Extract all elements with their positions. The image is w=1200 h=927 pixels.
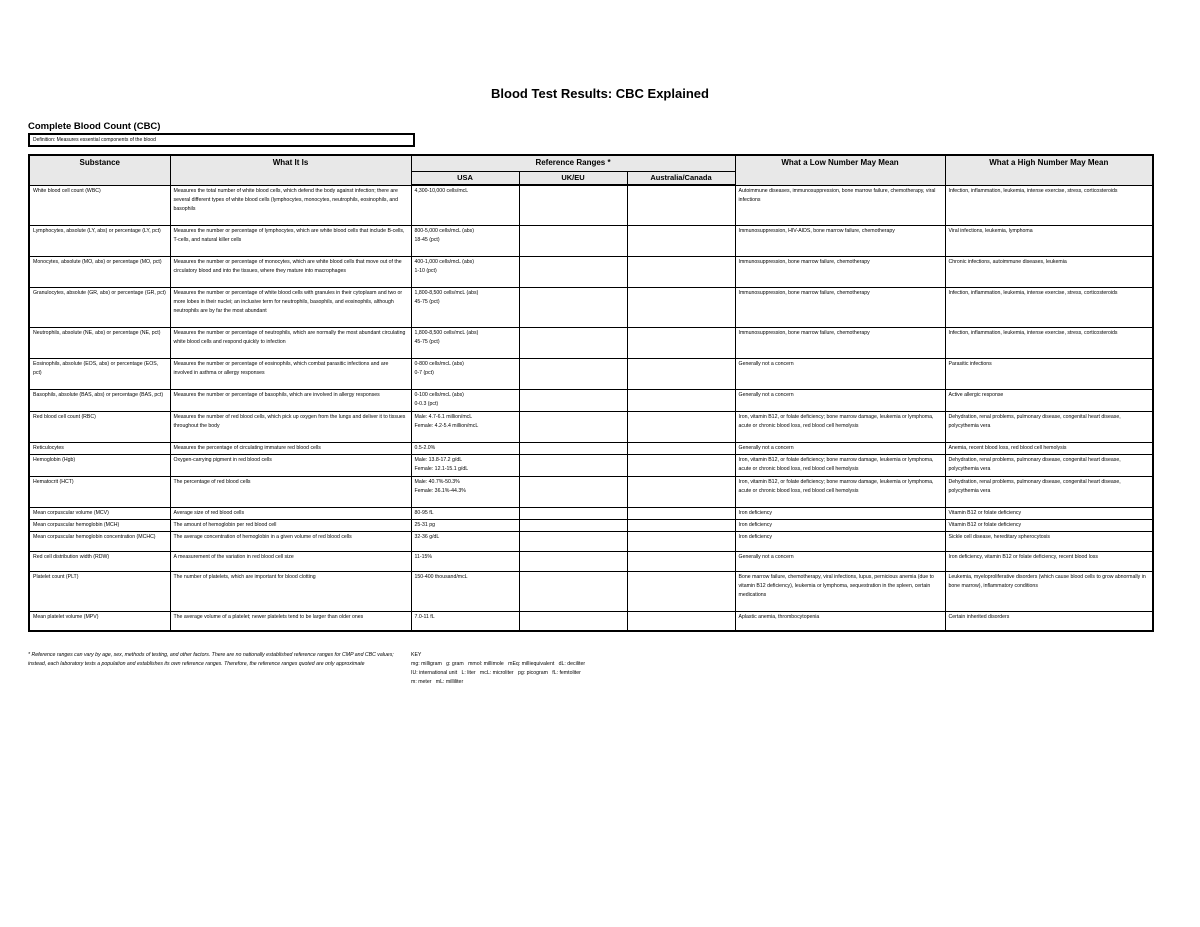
page-title: Blood Test Results: CBC Explained	[491, 86, 709, 101]
cell-low-meaning: Generally not a concern	[735, 551, 945, 571]
table-row	[29, 327, 1153, 358]
cell-australia-canada-range	[627, 287, 735, 327]
cell-low-meaning: Aplastic anemia, thrombocytopenia	[735, 611, 945, 631]
cell-uk-eu-range	[519, 256, 627, 287]
cell-substance: Hematocrit (HCT)	[29, 476, 170, 507]
key-title: KEY	[411, 652, 422, 658]
cell-what-it-is: Measures the total number of white blood cells, which defend the body against infection; there are several different types of white blood cells (lymphocytes, monocytes, neutrophils, eosinophils, and basophils	[170, 185, 411, 225]
cell-uk-eu-range	[519, 551, 627, 571]
cell-what-it-is: A measurement of the variation in red blood cell size	[170, 551, 411, 571]
cell-what-it-is: The average concentration of hemoglobin in a given volume of red blood cells	[170, 531, 411, 551]
cell-high-meaning: Infection, inflammation, leukemia, intense exercise, stress, corticosteroids	[945, 287, 1153, 327]
key-line: m: meter mL: milliliter	[411, 679, 464, 685]
header-australia-canada: Australia/Canada	[627, 172, 735, 186]
cell-usa-range: 7.0-11 fL	[411, 611, 519, 631]
cell-low-meaning: Immunosuppression, bone marrow failure, chemotherapy	[735, 327, 945, 358]
header-uk-eu: UK/EU	[519, 172, 627, 186]
table-row	[29, 551, 1153, 571]
cell-substance: White blood cell count (WBC)	[29, 185, 170, 225]
cell-usa-range: 400-1,000 cells/mcL (abs) 1-10 (pct)	[411, 256, 519, 287]
cell-low-meaning: Generally not a concern	[735, 389, 945, 411]
cell-low-meaning: Immunosuppression, bone marrow failure, chemotherapy	[735, 256, 945, 287]
cell-usa-range: 80-95 fL	[411, 507, 519, 519]
cell-uk-eu-range	[519, 531, 627, 551]
cell-uk-eu-range	[519, 327, 627, 358]
cell-what-it-is: Measures the number of red blood cells, which pick up oxygen from the lungs and deliver it to tissues throughout the body	[170, 411, 411, 442]
cell-usa-range: 1,800-8,500 cells/mcL (abs) 45-75 (pct)	[411, 327, 519, 358]
table-row	[29, 531, 1153, 551]
cell-usa-range: 32-36 g/dL	[411, 531, 519, 551]
cell-high-meaning: Infection, inflammation, leukemia, intense exercise, stress, corticosteroids	[945, 185, 1153, 225]
cell-usa-range: 4,300-10,000 cells/mcL	[411, 185, 519, 225]
table-row	[29, 185, 1153, 225]
cell-australia-canada-range	[627, 551, 735, 571]
cell-high-meaning: Active allergic response	[945, 389, 1153, 411]
cell-uk-eu-range	[519, 225, 627, 256]
cell-low-meaning: Autoimmune diseases, immunosuppression, bone marrow failure, chemotherapy, viral infections	[735, 185, 945, 225]
cbc-table-body	[29, 185, 1153, 631]
cell-australia-canada-range	[627, 442, 735, 454]
cell-usa-range: 0-800 cells/mcL (abs) 0-7 (pct)	[411, 358, 519, 389]
cell-what-it-is: Measures the number or percentage of eosinophils, which combat parasitic infections and are involved in asthma or allergy responses	[170, 358, 411, 389]
cell-substance: Hemoglobin (Hgb)	[29, 454, 170, 476]
cell-high-meaning: Certain inherited disorders	[945, 611, 1153, 631]
cell-usa-range: 1,800-8,500 cells/mcL (abs) 45-75 (pct)	[411, 287, 519, 327]
cell-australia-canada-range	[627, 327, 735, 358]
units-key	[411, 651, 731, 687]
cell-substance: Neutrophils, absolute (NE, abs) or percentage (NE, pct)	[29, 327, 170, 358]
cell-australia-canada-range	[627, 571, 735, 611]
cell-high-meaning: Vitamin B12 or folate deficiency	[945, 519, 1153, 531]
table-row	[29, 287, 1153, 327]
cell-australia-canada-range	[627, 611, 735, 631]
cell-low-meaning: Generally not a concern	[735, 442, 945, 454]
cell-what-it-is: The percentage of red blood cells	[170, 476, 411, 507]
cell-uk-eu-range	[519, 358, 627, 389]
cell-substance: Monocytes, absolute (MO, abs) or percentage (MO, pct)	[29, 256, 170, 287]
cell-substance: Mean corpuscular volume (MCV)	[29, 507, 170, 519]
cell-low-meaning: Bone marrow failure, chemotherapy, viral infections, lupus, pernicious anemia (due to vitamin B12 deficiency), leukemia or lymphoma, sequestration in the spleen, certain medications	[735, 571, 945, 611]
table-row	[29, 358, 1153, 389]
cell-what-it-is: Measures the number or percentage of basophils, which are involved in allergy responses	[170, 389, 411, 411]
cell-australia-canada-range	[627, 507, 735, 519]
reference-range-footnote: * Reference ranges can vary by age, sex, methods of testing, and other factors. There are no nationally established reference ranges for CMP and CBC values; instead, each laboratory tests a population and establishes its own reference ranges. Therefore, the reference ranges quoted are only approximate	[28, 652, 394, 667]
cell-what-it-is: Oxygen-carrying pigment in red blood cells	[170, 454, 411, 476]
cell-australia-canada-range	[627, 389, 735, 411]
cell-low-meaning: Iron deficiency	[735, 507, 945, 519]
cell-high-meaning: Vitamin B12 or folate deficiency	[945, 507, 1153, 519]
cell-uk-eu-range	[519, 476, 627, 507]
cell-what-it-is: Average size of red blood cells	[170, 507, 411, 519]
cell-high-meaning: Iron deficiency, vitamin B12 or folate deficiency, recent blood loss	[945, 551, 1153, 571]
header-low-number: What a Low Number May Mean	[735, 155, 945, 185]
cell-australia-canada-range	[627, 411, 735, 442]
cell-usa-range: 0-100 cells/mcL (abs) 0-0.3 (pct)	[411, 389, 519, 411]
cell-australia-canada-range	[627, 519, 735, 531]
cbc-table	[28, 154, 1154, 632]
header-usa: USA	[411, 172, 519, 186]
cell-what-it-is: Measures the number or percentage of monocytes, which are white blood cells that move out of the circulatory blood and into the tissues, where they mature into macrophages	[170, 256, 411, 287]
cell-high-meaning: Dehydration, renal problems, pulmonary disease, congenital heart disease, polycythemia vera	[945, 476, 1153, 507]
cell-australia-canada-range	[627, 256, 735, 287]
cell-what-it-is: Measures the number or percentage of neutrophils, which are normally the most abundant circulating white blood cells and respond quickly to infection	[170, 327, 411, 358]
header-what-it-is: What It Is	[170, 155, 411, 185]
cell-uk-eu-range	[519, 611, 627, 631]
cell-usa-range: 11-15%	[411, 551, 519, 571]
cell-low-meaning: Iron, vitamin B12, or folate deficiency; bone marrow damage, leukemia or lymphoma, acute or chronic blood loss, red blood cell hemolysis	[735, 454, 945, 476]
cell-what-it-is: Measures the number or percentage of lymphocytes, which are white blood cells that include B-cells, T-cells, and natural killer cells	[170, 225, 411, 256]
cell-australia-canada-range	[627, 185, 735, 225]
cell-substance: Lymphocytes, absolute (LY, abs) or percentage (LY, pct)	[29, 225, 170, 256]
cell-high-meaning: Dehydration, renal problems, pulmonary disease, congenital heart disease, polycythemia vera	[945, 454, 1153, 476]
table-row	[29, 519, 1153, 531]
cell-uk-eu-range	[519, 507, 627, 519]
table-row	[29, 476, 1153, 507]
cell-usa-range: Male: 4.7-6.1 million/mcL Female: 4.2-5.4 million/mcL	[411, 411, 519, 442]
cell-uk-eu-range	[519, 442, 627, 454]
cell-what-it-is: The amount of hemoglobin per red blood cell	[170, 519, 411, 531]
cell-substance: Granulocytes, absolute (GR, abs) or percentage (GR, pct)	[29, 287, 170, 327]
cell-uk-eu-range	[519, 389, 627, 411]
table-row	[29, 611, 1153, 631]
cell-high-meaning: Sickle cell disease, hereditary spherocytosis	[945, 531, 1153, 551]
table-row	[29, 225, 1153, 256]
cell-australia-canada-range	[627, 531, 735, 551]
cell-low-meaning: Iron, vitamin B12, or folate deficiency; bone marrow damage, leukemia or lymphoma, acute or chronic blood loss, red blood cell hemolysis	[735, 476, 945, 507]
cell-uk-eu-range	[519, 519, 627, 531]
cell-substance: Reticulocytes	[29, 442, 170, 454]
cell-uk-eu-range	[519, 411, 627, 442]
cell-what-it-is: Measures the percentage of circulating immature red blood cells	[170, 442, 411, 454]
cell-australia-canada-range	[627, 454, 735, 476]
cell-substance: Red cell distribution width (RDW)	[29, 551, 170, 571]
cell-substance: Mean corpuscular hemoglobin concentration (MCHC)	[29, 531, 170, 551]
cell-low-meaning: Immunosuppression, bone marrow failure, chemotherapy	[735, 287, 945, 327]
cell-usa-range: 800-5,000 cells/mcL (abs) 18-45 (pct)	[411, 225, 519, 256]
section-heading: Complete Blood Count (CBC)	[28, 121, 161, 132]
cell-usa-range: Male: 13.8-17.2 g/dL Female: 12.1-15.1 g/dL	[411, 454, 519, 476]
cell-high-meaning: Chronic infections, autoimmune diseases, leukemia	[945, 256, 1153, 287]
definition-box: Definition: Measures essential components of the blood	[28, 133, 415, 147]
cell-what-it-is: The average volume of a platelet; newer platelets tend to be larger than older ones	[170, 611, 411, 631]
cell-uk-eu-range	[519, 287, 627, 327]
cell-substance: Eosinophils, absolute (EOS, abs) or percentage (EOS, pct)	[29, 358, 170, 389]
cell-high-meaning: Parasitic infections	[945, 358, 1153, 389]
cell-usa-range: 150-400 thousand/mcL	[411, 571, 519, 611]
key-line: IU: international unit L: liter mcL: microliter pg: picogram fL: femtoliter	[411, 670, 581, 676]
cell-high-meaning: Anemia, recent blood loss, red blood cell hemolysis	[945, 442, 1153, 454]
cell-high-meaning: Leukemia, myeloproliferative disorders (which cause blood cells to grow abnormally in bone marrow), inflammatory conditions	[945, 571, 1153, 611]
cell-usa-range: 0.5-2.0%	[411, 442, 519, 454]
cell-substance: Mean platelet volume (MPV)	[29, 611, 170, 631]
cell-australia-canada-range	[627, 225, 735, 256]
cell-australia-canada-range	[627, 358, 735, 389]
table-row	[29, 571, 1153, 611]
header-substance: Substance	[29, 155, 170, 185]
cell-substance: Basophils, absolute (BAS, abs) or percentage (BAS, pct)	[29, 389, 170, 411]
cell-substance: Mean corpuscular hemoglobin (MCH)	[29, 519, 170, 531]
cell-high-meaning: Infection, inflammation, leukemia, intense exercise, stress, corticosteroids	[945, 327, 1153, 358]
cell-australia-canada-range	[627, 476, 735, 507]
header-reference-ranges: Reference Ranges *	[411, 155, 735, 172]
cell-low-meaning: Iron deficiency	[735, 531, 945, 551]
cell-high-meaning: Viral infections, leukemia, lymphoma	[945, 225, 1153, 256]
table-row	[29, 442, 1153, 454]
cell-high-meaning: Dehydration, renal problems, pulmonary disease, congenital heart disease, polycythemia vera	[945, 411, 1153, 442]
table-row	[29, 411, 1153, 442]
cell-low-meaning: Iron, vitamin B12, or folate deficiency; bone marrow damage, leukemia or lymphoma, acute or chronic blood loss, red blood cell hemolysis	[735, 411, 945, 442]
table-row	[29, 256, 1153, 287]
cell-what-it-is: The number of platelets, which are important for blood clotting	[170, 571, 411, 611]
cell-substance: Red blood cell count (RBC)	[29, 411, 170, 442]
key-line: mg: milligram g: gram mmol: millimole mEq: milliequivalent dL: deciliter	[411, 661, 586, 667]
header-high-number: What a High Number May Mean	[945, 155, 1153, 185]
cell-uk-eu-range	[519, 571, 627, 611]
cell-low-meaning: Generally not a concern	[735, 358, 945, 389]
cell-what-it-is: Measures the number or percentage of white blood cells with granules in their cytoplasm and two or more lobes in their nuclei; an inclusive term for neutrophils, basophils, and eosinophils, although neutrophils are by far the most abundant	[170, 287, 411, 327]
cell-usa-range: 25-31 pg	[411, 519, 519, 531]
cell-uk-eu-range	[519, 454, 627, 476]
cell-low-meaning: Immunosuppression, HIV-AIDS, bone marrow failure, chemotherapy	[735, 225, 945, 256]
table-row	[29, 507, 1153, 519]
cell-substance: Platelet count (PLT)	[29, 571, 170, 611]
table-row	[29, 454, 1153, 476]
cell-usa-range: Male: 40.7%-50.3% Female: 36.1%-44.3%	[411, 476, 519, 507]
table-row	[29, 389, 1153, 411]
cell-low-meaning: Iron deficiency	[735, 519, 945, 531]
cell-uk-eu-range	[519, 185, 627, 225]
